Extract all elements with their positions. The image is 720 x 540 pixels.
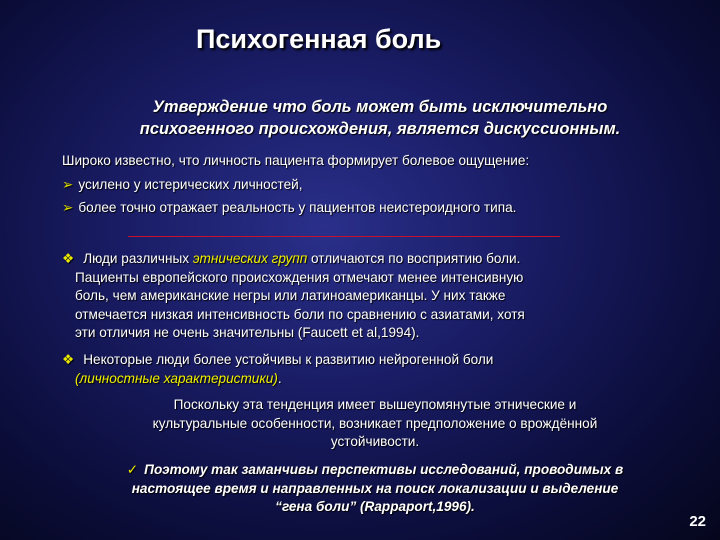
conclusion-line-3: “гена боли” (Rappaport,1996). [275, 499, 475, 514]
resistant-paragraph [62, 351, 493, 388]
resistant-highlight: (личностные характеристики) [75, 370, 278, 386]
conclusion-line-2: настоящее время и направленных на поиск локализации и выделение [131, 480, 619, 496]
ethnic-paragraph [62, 250, 525, 343]
arrow-bullet-icon: ➢ [62, 177, 74, 192]
bullet-text: усилено у истерических личностей, [78, 177, 303, 192]
diamond-bullet-icon: ❖ [62, 352, 75, 367]
intro-text: Широко известно, что личность пациента формирует болевое ощущение: [62, 153, 530, 168]
tendency-line-2: культуральные особенности, возникает предположение о врождённой [152, 415, 598, 431]
conclusion-line-1 [60, 461, 690, 480]
ethnic-line-1 [62, 250, 525, 269]
slide-subtitle [60, 96, 700, 140]
diamond-bullet-icon: ❖ [62, 251, 75, 266]
resistant-line-1 [62, 351, 493, 370]
bullet-text: более точно отражает реальность у пациентов неистероидного типа. [78, 200, 517, 215]
conclusion-paragraph [60, 461, 690, 517]
resistant-text: Некоторые люди более устойчивы к развитию нейрогенной боли [83, 352, 494, 367]
resistant-period: . [277, 370, 282, 386]
bullet-item [62, 199, 516, 218]
divider-line [128, 236, 560, 237]
resistant-line-2 [62, 370, 493, 389]
check-bullet-icon: ✓ [126, 462, 139, 477]
subtitle-line-1: Утверждение что боль может быть исключительно [152, 98, 608, 116]
ethnic-highlight: этнических групп [192, 251, 308, 266]
page-number: 22 [689, 513, 706, 530]
subtitle-line-2: психогенного происхождения, является дискуссионным. [139, 120, 621, 138]
arrow-bullet-icon: ➢ [62, 200, 74, 215]
slide-title: Психогенная боль [196, 24, 442, 54]
ethnic-line-5: эти отличия не очень значительны (Faucett et al,1994). [75, 325, 420, 340]
ethnic-line-4: отмечается низкая интенсивность боли по сравнению с азиатами, хотя [75, 306, 525, 322]
ethnic-text-part1: Люди различных [83, 251, 193, 266]
conclusion-text: Поэтому так заманчивы перспективы исследований, проводимых в [144, 462, 624, 477]
ethnic-line-2: Пациенты европейского происхождения отмечают менее интенсивную [75, 269, 524, 285]
ethnic-line-3: боль, чем американские негры или латиноамериканцы. У них также [75, 288, 506, 303]
tendency-line-3: устойчивости. [330, 434, 420, 449]
tendency-paragraph [60, 396, 690, 452]
tendency-line-1: Поскольку эта тенденция имеет вышеупомянутые этнические и [173, 397, 577, 412]
bullet-item [62, 176, 303, 195]
ethnic-text-part2: отличаются по восприятию боли. [307, 251, 521, 266]
